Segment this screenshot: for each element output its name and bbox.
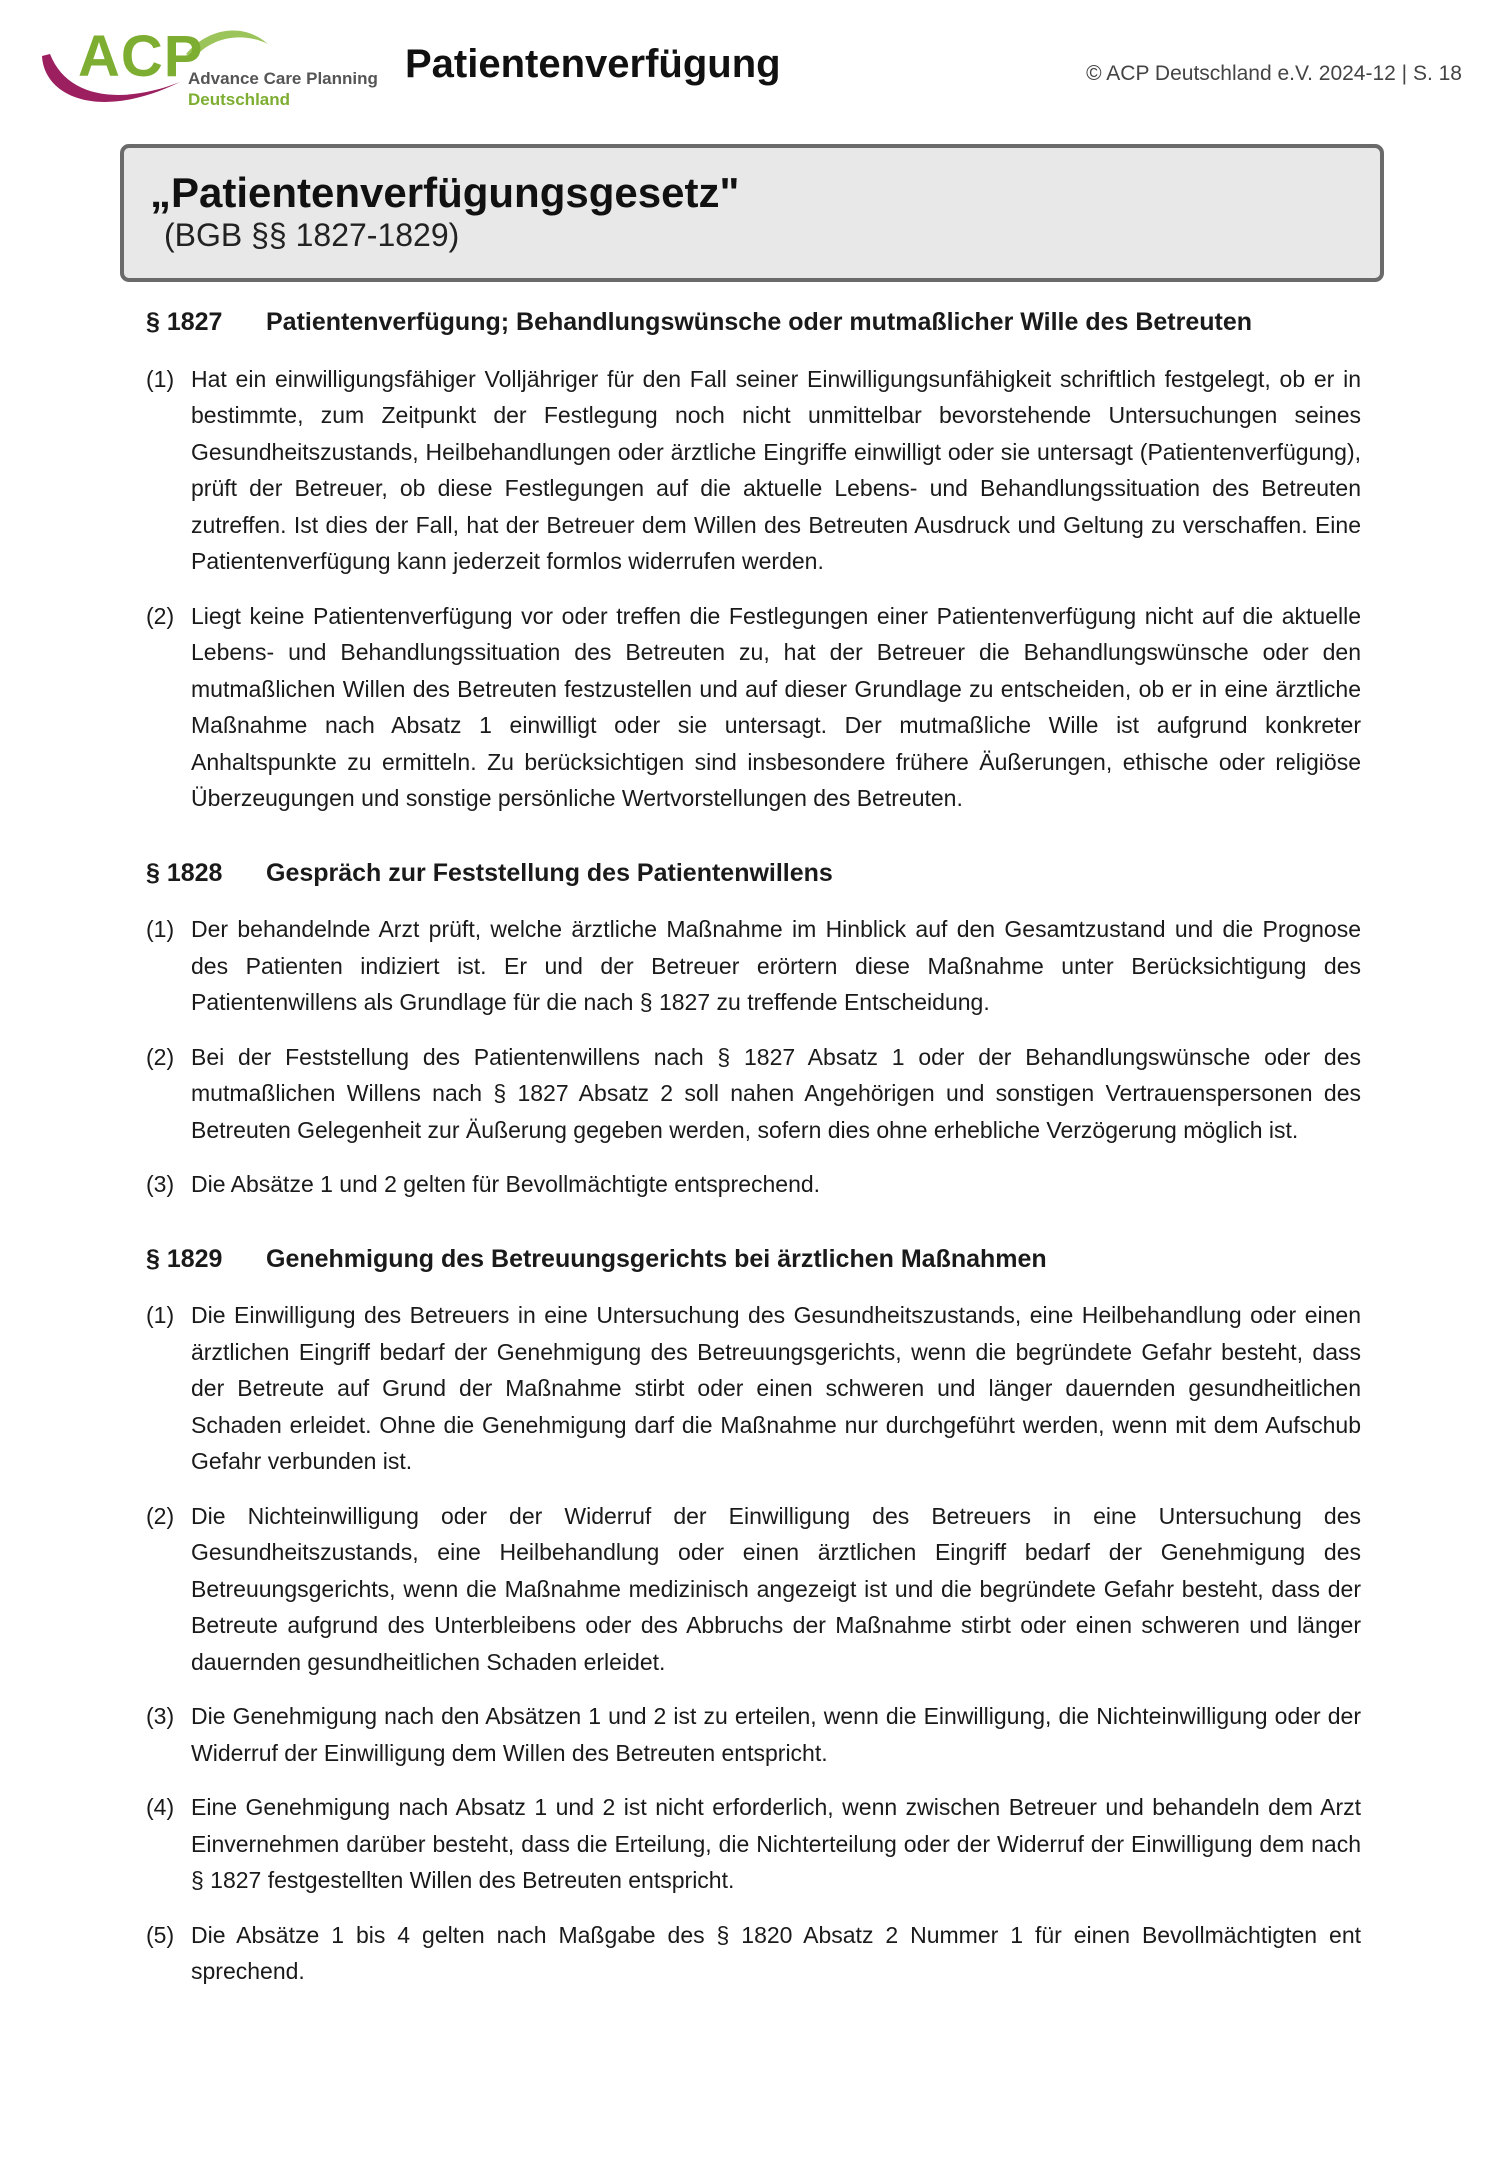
paragraph-number: (4) [146,1794,175,1820]
paragraph [146,1917,1361,1990]
paragraph-number: (3) [146,1171,175,1197]
logo-acp-text: ACP [78,24,204,89]
paragraph [146,1297,1361,1480]
section-title: Gespräch zur Feststellung des Patientenwillens [266,858,833,887]
paragraph [146,1789,1361,1899]
section-1829 [146,1243,1361,1990]
section-number: § 1827 [146,308,223,336]
paragraph-text: Der behandelnde Arzt prüft, welche ärztliche Maßnahme im Hinblick auf den Gesamtzustand und die Prognose des Patienten indiziert ist. Er und der Betreuer erörtern diese Maßnahme unter Berücksichtigung des Patientenwillens als Grundlage für die nach § 1827 zu treffende Entscheidung. [191,916,1361,1015]
paragraph [146,1498,1361,1681]
paragraph [146,1039,1361,1149]
paragraph-text: Liegt keine Patientenverfügung vor oder treffen die Festlegungen einer Patientenverfügung nicht auf die aktuelle Lebens- und Behandlungssituation des Betreuten zu, hat der Betreuer die Behandlungswünsche oder den mutmaßlichen Willen des Betreuten festzustellen und auf dieser Grundlage zu entscheiden, ob er in eine ärztliche Maßnahme nach Absatz 1 einwilligt oder sie untersagt. Der mutmaßliche Wille ist aufgrund konkreter Anhaltspunkte zu ermitteln. Zu berücksichtigen sind insbesondere frühere Äußerungen, ethische oder religiöse Überzeugungen und sonstige persönliche Wertvorstellungen des Betreuten. [191,602,1361,811]
paragraph-number: (3) [146,1703,175,1729]
paragraph [146,1166,1361,1203]
paragraph [146,361,1361,580]
copyright-page-info: © ACP Deutschland e.V. 2024-12 | S. 18 [1086,62,1462,85]
section-number: § 1829 [146,1244,223,1273]
law-title: „Patientenverfügungsgesetz" [150,169,740,216]
paragraph-number: (2) [146,1502,175,1529]
paragraph [146,1698,1361,1771]
paragraph-text: Die Nichteinwilligung oder der Widerruf der Einwilligung des Betreuers in eine Untersuchung des Gesundheitszustands, eine Heilbehandlung oder einen ärztlichen Eingriff bedarf der Genehmigung des Betreuungsgerichts, wenn die Maßnahme medizinisch angezeigt ist und die begründete Gefahr besteht, dass der Betreute aufgrund des Unterbleibens oder des Abbruchs der Maßnahme stirbt oder einen schweren und länger dauernden gesundheitlichen Schaden erleidet. [191,1502,1361,1675]
paragraph-number: (2) [146,1043,175,1070]
law-subtitle: (BGB §§ 1827-1829) [164,217,460,253]
paragraph-text: Die Genehmigung nach den Absätzen 1 und 2 ist zu erteilen, wenn die Einwilligung, die Nichteinwilligung oder der Widerruf der Einwilligung dem Willen des Betreuten entspricht. [191,1703,1361,1766]
page-header [0,0,1500,135]
section-1827 [146,306,1361,817]
paragraph-text: Die Absätze 1 bis 4 gelten nach Maßgabe des § 1820 Absatz 2 Nummer 1 für einen Bevollmächtigten ent sprechend. [191,1921,1361,1984]
section-1828 [146,857,1361,1203]
section-heading [146,1243,1361,1276]
section-heading [146,306,1361,339]
logo-subtitle-line1: Advance Care Planning [188,69,378,88]
document-body [146,306,1361,2030]
paragraph-number: (1) [146,365,175,392]
paragraph-number: (5) [146,1921,175,1948]
paragraph-text: Eine Genehmigung nach Absatz 1 und 2 ist nicht erforderlich, wenn zwischen Betreuer und behandeln dem Arzt Einvernehmen darüber besteht, dass die Erteilung, die Nichterteilung oder der Widerruf der Einwilligung dem nach § 1827 festgestellten Willen des Betreuten entspricht. [191,1794,1361,1893]
paragraph-number: (2) [146,602,175,629]
section-title: Genehmigung des Betreuungsgerichts bei ärztlichen Maßnahmen [266,1244,1047,1273]
document-title: Patientenverfügung [405,42,781,86]
section-number: § 1828 [146,858,223,887]
paragraph-number: (1) [146,916,175,942]
acp-logo [38,18,378,126]
paragraph-text: Bei der Feststellung des Patientenwillens nach § 1827 Absatz 1 oder der Behandlungswünsche oder des mutmaßlichen Willens nach § 1827 Absatz 2 soll nahen Angehörigen und sonstigen Vertrauenspersonen des Betreuten Gelegenheit zur Äußerung gegeben werden, sofern dies ohne erhebliche Verzögerung möglich ist. [191,1043,1361,1143]
logo-subtitle-line2: Deutschland [188,90,291,109]
law-title-box [120,144,1384,282]
paragraph-number: (1) [146,1302,175,1328]
paragraph-text: Die Absätze 1 und 2 gelten für Bevollmächtigte entsprechend. [191,1171,821,1197]
section-title: Patientenverfügung; Behandlungswünsche oder mutmaßlicher Wille des Betreuten [266,308,1253,336]
paragraph-text: Hat ein einwilligungsfähiger Volljähriger für den Fall seiner Einwilligungsunfähigkeit schriftlich festgelegt, ob er in bestimmte, zum Zeitpunkt der Festlegung noch nicht unmittelbar bevorstehende Untersuchungen seines Gesundheitszustands, Heilbehandlungen oder ärztliche Eingriffe einwilligt oder sie untersagt (Patientenverfügung), prüft der Betreuer, ob diese Festlegungen auf die aktuelle Lebens- und Behandlungssituation des Betreuten zutreffen. Ist dies der Fall, hat der Betreuer dem Willen des Betreuten Ausdruck und Geltung zu verschaffen. Eine Patientenverfügung kann jederzeit formlos widerrufen werden. [191,365,1361,574]
paragraph [146,598,1361,817]
paragraph [146,911,1361,1021]
section-heading [146,857,1361,890]
paragraph-text: Die Einwilligung des Betreuers in eine Untersuchung des Gesundheitszustands, eine Heilbehandlung oder einen ärztlichen Eingriff bedarf der Genehmigung des Betreuungsgerichts, wenn die begründete Gefahr besteht, dass der Betreute auf Grund der Maßnahme stirbt oder einen schweren und länger dauernden gesundheitlichen Schaden erleidet. Ohne die Genehmigung darf die Maßnahme nur durchgeführt werden, wenn mit dem Aufschub Gefahr verbunden ist. [191,1302,1361,1474]
